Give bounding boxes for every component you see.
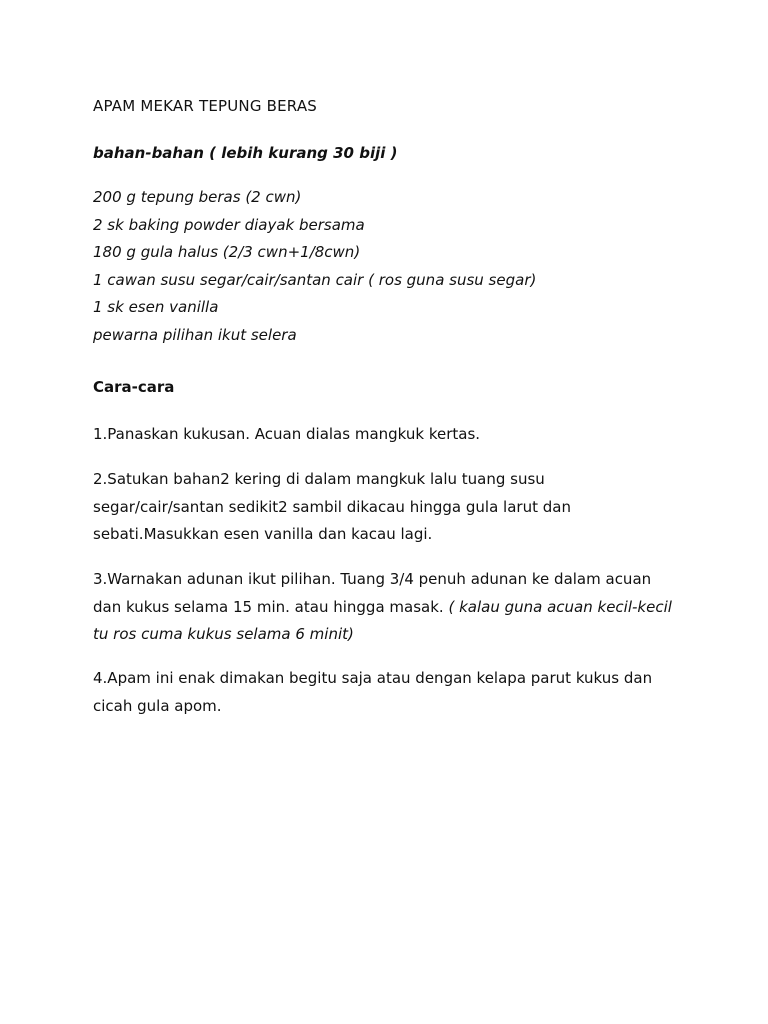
recipe-title: APAM MEKAR TEPUNG BERAS [93, 97, 318, 115]
step-text: 4.Apam ini enak dimakan begitu saja atau dengan kelapa parut kukus dan cicah gula apom. [93, 669, 653, 715]
ingredient-item: 200 g tepung beras (2 cwn) [93, 188, 302, 206]
ingredient-item: pewarna pilihan ikut selera [93, 325, 297, 344]
step-text: 3.Warnakan adunan ikut pilihan. Tuang 3/4 penuh adunan ke dalam acuan dan kukus selama 15 min. atau hingga masak. [93, 570, 652, 616]
method-step-1 [93, 421, 678, 449]
method-heading: Cara-cara [93, 378, 175, 396]
ingredient-item: 2 sk baking powder diayak bersama [93, 215, 365, 234]
ingredient-item: 1 cawan susu segar/cair/santan cair ( ros guna susu segar) [93, 270, 537, 289]
method-step-3 [93, 566, 678, 649]
step-note: ( kalau guna acuan kecil-kecil tu ros cuma kukus selama 6 minit) [93, 597, 672, 643]
step-text: 1.Panaskan kukusan. Acuan dialas mangkuk kertas. [93, 425, 481, 443]
step-text: 2.Satukan bahan2 kering di dalam mangkuk lalu tuang susu segar/cair/santan sedikit2 sambil dikacau hingga gula larut dan sebati.Masukkan esen vanilla dan kacau lagi. [93, 470, 571, 543]
ingredient-item: 1 sk esen vanilla [93, 298, 219, 316]
ingredients-list [93, 184, 536, 349]
method-step-4 [93, 665, 678, 720]
method-step-2 [93, 466, 678, 549]
ingredient-item: 180 g gula halus (2/3 cwn+1/8cwn) [93, 243, 361, 261]
ingredients-heading: bahan-bahan ( lebih kurang 30 biji ) [93, 144, 398, 162]
